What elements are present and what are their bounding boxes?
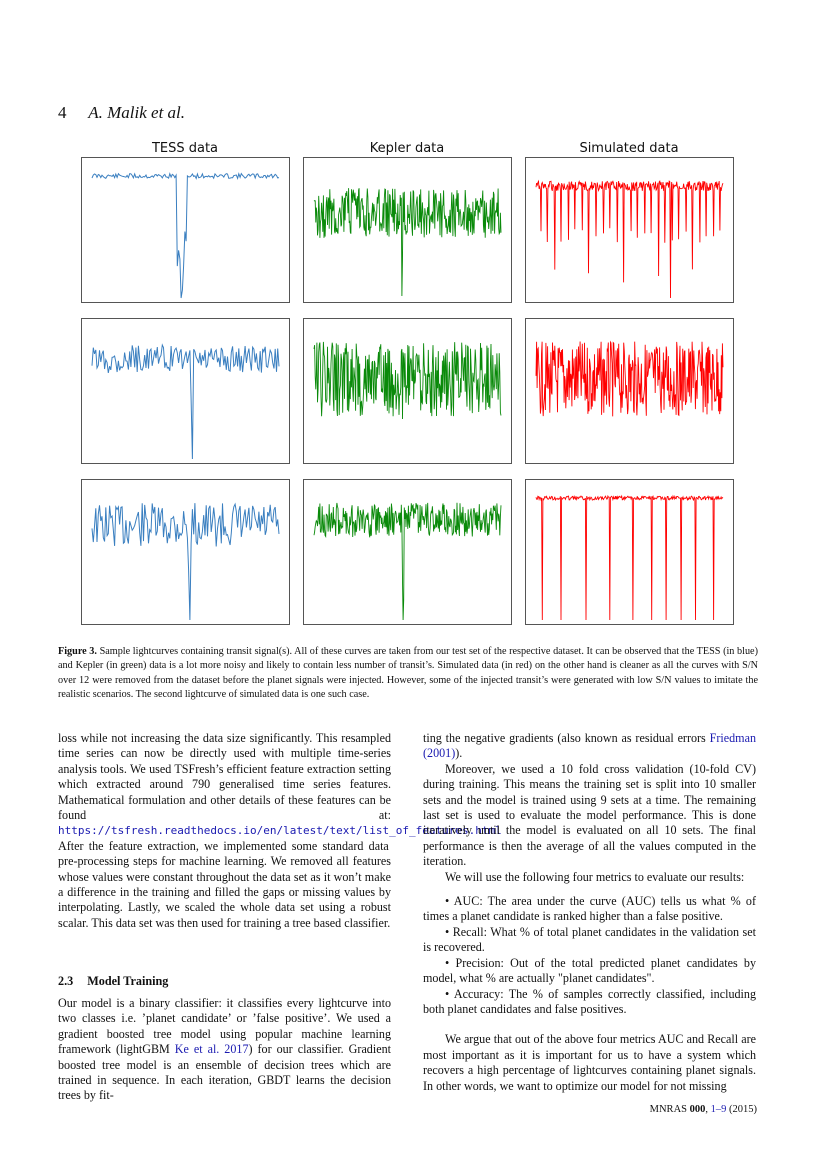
figure-caption bbox=[58, 645, 758, 703]
right-column bbox=[423, 731, 756, 1094]
left-paragraph-2 bbox=[58, 996, 391, 1104]
lightcurve-line bbox=[314, 503, 501, 620]
features-link[interactable]: https://tsfresh.readthedocs.io/en/latest/text/list_of_features.html bbox=[58, 824, 502, 838]
page-number: 4 bbox=[58, 103, 67, 122]
left-p1-text-b: After the feature extraction, we implemented some standard data pre-processing steps for machine learning. We removed all features whose values were constant throughout the data set as it won’t make a difference in the training and filled the gaps or missing values by interpolating. Lastly, we scaled the whole data set using a robust scalar. This data set was then used for training a tree based classifier. bbox=[58, 838, 391, 930]
right-p1-text-a: ting the negative gradients (also known as residual errors bbox=[423, 731, 710, 745]
left-column-section bbox=[58, 996, 391, 1104]
metric-bullet-recall: • Recall: What % of total planet candidates in the validation set is recovered. bbox=[423, 924, 756, 955]
footer-pages[interactable]: 1–9 bbox=[710, 1104, 727, 1115]
lightcurve-line bbox=[536, 342, 723, 417]
citation-ke-2017[interactable]: Ke et al. 2017 bbox=[174, 1042, 249, 1057]
running-header bbox=[58, 103, 185, 123]
figure-caption-text: Sample lightcurves containing transit signal(s). All of these curves are taken from our test set of the respective dataset. It can be observed that the TESS (in blue) and Kepler (in green) data is a lot more noisy and likely to contain less number of transit’s. Simulated data (in red) on the other hand is cleaner as all the curves with S/N over 12 were removed from the dataset before the planet signals were injected. However, some of the injected transit’s were generated with low S/N values to imitate the realistic scenarios. The second lightcurve of simulated data is one such case. bbox=[58, 646, 758, 701]
lightcurve-panel-simulated-2 bbox=[525, 318, 734, 464]
metric-bullet-auc: • AUC: The area under the curve (AUC) tells us what % of times a planet candidate is ranked higher than a false positive. bbox=[423, 894, 757, 924]
left-p1-text-a: loss while not increasing the data size significantly. This resampled time series can now be directly used with multiple time-series analysis tools. We used TSFresh’s efficient feature extraction setting which extracted around 790 generalised time series features. Mathematical formulation and other details of these features can be found at: bbox=[58, 731, 391, 823]
section-heading bbox=[58, 972, 168, 990]
metric-auc-text: AUC: The area under the curve (AUC) tells us what % of times a planet candidate is ranked higher than a false positive. bbox=[423, 894, 757, 924]
lightcurve-panel-simulated-1 bbox=[525, 157, 734, 303]
right-p1-text-b: ). bbox=[455, 746, 463, 761]
right-paragraph-2: Moreover, we used a 10 fold cross validation (10-fold CV) during training. This means the training set is split into 10 smaller sets and the model is trained using 9 sets at a time. The remaining last set is used to evaluate the model performance. This is done iteratively until the model is evaluated on all 10 sets. The final performance is then the average of all the values computed in the iteration. bbox=[423, 761, 756, 869]
figure-title-simulated: Simulated data bbox=[579, 141, 679, 156]
lightcurve-line bbox=[314, 188, 501, 296]
page-footer: MNRAS 000, 1–9 (2015) bbox=[649, 1104, 757, 1115]
lightcurve-line bbox=[92, 345, 279, 459]
right-paragraph-1 bbox=[423, 731, 756, 762]
footer-year: (2015) bbox=[729, 1104, 757, 1115]
lightcurve-panel-tess-1 bbox=[81, 157, 290, 303]
lightcurve-panel-kepler-2 bbox=[303, 318, 512, 464]
lightcurve-panel-kepler-1 bbox=[303, 157, 512, 303]
left-p2-text-a: Our model is a binary classifier: it classifies every lightcurve into two classes i.e. ’planet candidate’ or ’false positive’. We used a gradient boosted tree model using popular machine learning framework (lightGBM bbox=[58, 996, 391, 1057]
figure-title-tess: TESS data bbox=[151, 141, 219, 156]
running-authors: A. Malik et al. bbox=[88, 103, 186, 122]
left-paragraph-1 bbox=[58, 731, 502, 931]
section-number: 2.3 bbox=[58, 974, 74, 988]
figure-caption-label: Figure 3. bbox=[58, 646, 97, 657]
lightcurve-panel-tess-3 bbox=[81, 479, 290, 625]
lightcurve-panel-kepler-3 bbox=[303, 479, 512, 625]
lightcurve-line bbox=[92, 503, 279, 620]
metric-accuracy-text: Accuracy: The % of samples correctly classified, including both planet candidates and false positives. bbox=[423, 986, 756, 1016]
right-paragraph-3: We will use the following four metrics to evaluate our results: bbox=[445, 869, 745, 884]
lightcurve-line bbox=[536, 181, 723, 298]
metric-bullet-precision: • Precision: Out of the total predicted planet candidates by model, what % are actually "planet candidates". bbox=[423, 955, 756, 986]
left-p2-text-b: ) for our classifier. Gradient boosted tree model is an ensemble of decision trees which are trained in sequence. In each iteration, GBDT learns the decision trees by fit- bbox=[58, 1042, 391, 1103]
metric-bullet-accuracy: • Accuracy: The % of samples correctly classified, including both planet candidates and false positives. bbox=[423, 986, 756, 1016]
left-column bbox=[58, 731, 502, 931]
metric-recall-text: Recall: What % of total planet candidates in the validation set is recovered. bbox=[423, 924, 756, 955]
citation-friedman-2001[interactable]: Friedman (2001) bbox=[423, 731, 756, 761]
lightcurve-line bbox=[536, 496, 723, 620]
section-title: Model Training bbox=[87, 974, 169, 988]
lightcurve-panel-simulated-3 bbox=[525, 479, 734, 625]
right-paragraph-4: We argue that out of the above four metrics AUC and Recall are most important as it is important for us to have a system which recovers a high percentage of lightcurves containing planet signals. In other words, we want to optimize our model for not missing bbox=[423, 1032, 756, 1093]
figure-title-kepler: Kepler data bbox=[369, 141, 445, 156]
footer-journal: MNRAS bbox=[649, 1104, 687, 1115]
footer-volume: 000 bbox=[689, 1104, 706, 1115]
lightcurve-line bbox=[92, 174, 279, 298]
lightcurve-line bbox=[314, 342, 501, 419]
lightcurve-panel-tess-2 bbox=[81, 318, 290, 464]
metric-precision-text: Precision: Out of the total predicted planet candidates by model, what % are actually "planet candidates". bbox=[423, 955, 756, 986]
